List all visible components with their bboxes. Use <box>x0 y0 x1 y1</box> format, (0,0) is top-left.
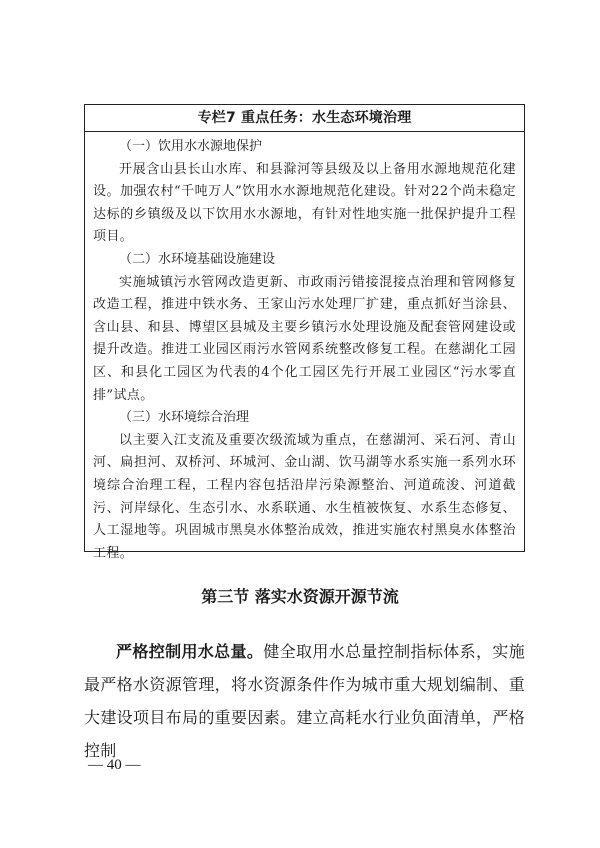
section-title: 第三节 落实水资源开源节流 <box>201 587 399 606</box>
subsection-heading: （二）水环境基础设施建设 <box>119 251 276 267</box>
subsection-text: 开展含山县长山水库、和县滁河等县级及以上备用水源地规范化建设。加强农村“千吨万人”饮用水水源地规范化建设。针对22个尚未稳定达标的乡镇级及以下饮用水水源地，有针对性地实施一批保护提升工程项目。 <box>93 161 516 245</box>
page-number: — 40 — <box>88 757 141 773</box>
column-body <box>85 132 524 565</box>
paragraph-text: 健全取用水总量控制指标体系，实施最严格水资源管理，将水资源条件作为城市重大规划编制、重大建设项目布局的重要因素。建立高耗水行业负面清单，严格控制 <box>84 642 525 760</box>
body-paragraph <box>84 635 525 767</box>
subsection-text: 以主要入江支流及重要次级流域为重点，在慈湖河、采石河、青山河、扁担河、双桥河、环城河、金山湖、饮马湖等水系实施一系列水环境综合治理工程，工程内容包括沿岸污染源整治、河道疏浚、河道截污、河岸绿化、生态引水、水系联通、水生植被恢复、水系生态修复、人工湿地等。巩固城市黑臭水体整治成效，推进实施农村黑臭水体整治工程。 <box>93 432 516 561</box>
subsection-text: 实施城镇污水管网改造更新、市政雨污错接混接点治理和管网修复改造工程，推进中铁水务、王家山污水处理厂扩建，重点抓好当涂县、含山县、和县、博望区县城及主要乡镇污水处理设施及配套管网建设或提升改造。推进工业园区雨污水管网系统整改修复工程。在慈湖化工园区、和县化工园区为代表的4个化工园区先行开展工业园区“污水零直排”试点。 <box>93 274 516 403</box>
paragraph-lead: 严格控制用水总量。 <box>116 642 264 661</box>
column-title: 专栏7 重点任务：水生态环境治理 <box>85 105 524 132</box>
subsection-heading: （一）饮用水水源地保护 <box>119 139 263 154</box>
subsection-heading: （三）水环境综合治理 <box>119 410 250 426</box>
column-box <box>84 104 525 561</box>
